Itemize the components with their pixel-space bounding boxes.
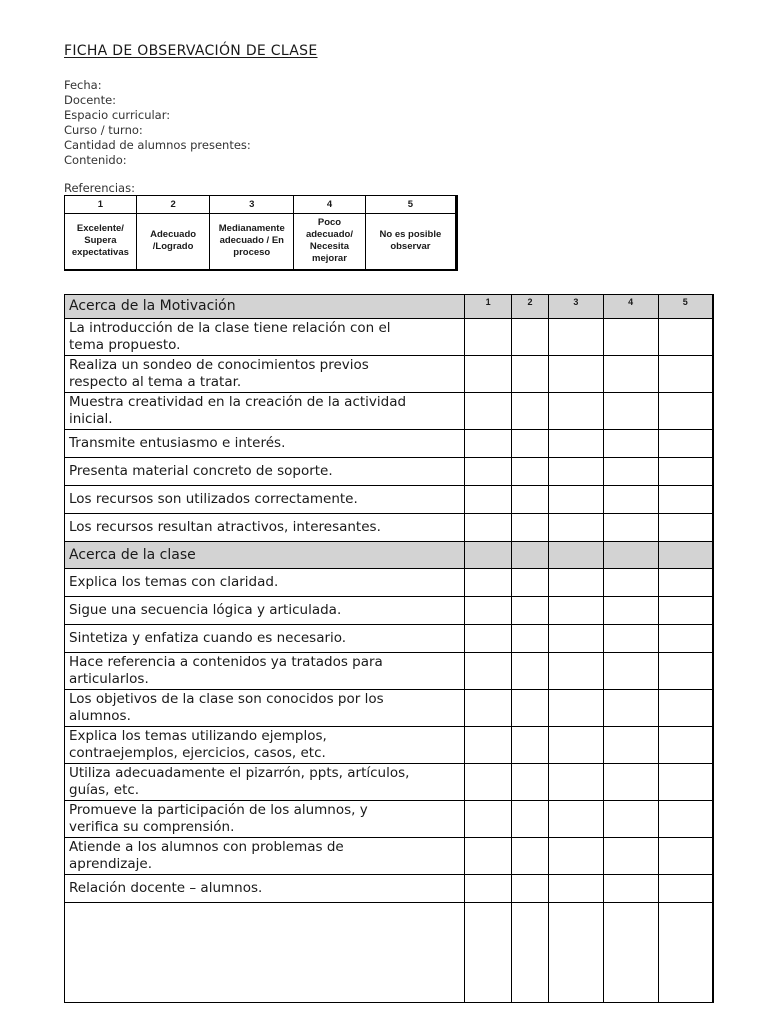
criterion-row bbox=[65, 486, 714, 514]
criterion-line: contraejemplos, ejercicios, casos, etc. bbox=[69, 745, 326, 761]
criterion-row bbox=[65, 393, 714, 430]
section-title: Acerca de la clase bbox=[65, 542, 465, 569]
rating-cell-5[interactable] bbox=[658, 430, 713, 458]
rating-cell-2[interactable] bbox=[512, 838, 549, 875]
field-contenido: Contenido: bbox=[64, 153, 127, 167]
rating-cell-1[interactable] bbox=[465, 486, 512, 514]
rating-cell-4[interactable] bbox=[603, 569, 658, 597]
field-fecha: Fecha: bbox=[64, 78, 102, 92]
criterion-line: Relación docente – alumnos. bbox=[69, 880, 263, 896]
rating-cell-5[interactable] bbox=[658, 690, 713, 727]
blank-cell[interactable] bbox=[65, 903, 465, 1003]
criterion-text bbox=[65, 393, 465, 430]
rating-cell-1[interactable] bbox=[465, 514, 512, 542]
criterion-row bbox=[65, 319, 714, 356]
criterion-text bbox=[65, 458, 465, 486]
rating-cell-5[interactable] bbox=[658, 801, 713, 838]
criterion-line: verifica su comprensión. bbox=[69, 819, 235, 835]
rating-cell-3[interactable] bbox=[548, 903, 603, 1003]
rating-cell-5[interactable] bbox=[658, 727, 713, 764]
form-fields bbox=[64, 78, 251, 168]
criterion-row bbox=[65, 838, 714, 875]
references-table bbox=[64, 195, 458, 271]
rating-cell-4[interactable] bbox=[603, 458, 658, 486]
rating-cell-1[interactable] bbox=[465, 393, 512, 430]
criterion-row bbox=[65, 597, 714, 625]
rating-cell-1[interactable] bbox=[465, 690, 512, 727]
scale-header: 1 bbox=[465, 295, 512, 319]
references-descriptions bbox=[65, 214, 457, 270]
scale-header: 4 bbox=[603, 295, 658, 319]
rating-cell-4[interactable] bbox=[603, 393, 658, 430]
blank-row bbox=[65, 903, 714, 1003]
criterion-row bbox=[65, 514, 714, 542]
criterion-text bbox=[65, 801, 465, 838]
rating-cell-4[interactable] bbox=[603, 727, 658, 764]
criterion-line: Explica los temas con claridad. bbox=[69, 574, 279, 590]
ref-description-line: Excelente/ bbox=[76, 223, 124, 235]
rating-cell-5[interactable] bbox=[658, 356, 713, 393]
criterion-line: alumnos. bbox=[69, 708, 131, 724]
ref-description bbox=[65, 214, 137, 270]
rating-cell-3[interactable] bbox=[548, 801, 603, 838]
criterion-text bbox=[65, 690, 465, 727]
criterion-line: Los recursos resultan atractivos, interesantes. bbox=[69, 519, 381, 535]
rating-cell-4[interactable] bbox=[603, 319, 658, 356]
rating-cell-3[interactable] bbox=[548, 458, 603, 486]
ref-number: 1 bbox=[65, 196, 137, 214]
criterion-text bbox=[65, 486, 465, 514]
criterion-line: Hace referencia a contenidos ya tratados para bbox=[69, 654, 383, 670]
criterion-line: Explica los temas utilizando ejemplos, bbox=[69, 728, 327, 744]
rating-cell-3[interactable] bbox=[548, 356, 603, 393]
rating-cell-5[interactable] bbox=[658, 514, 713, 542]
section-header-row bbox=[65, 295, 714, 319]
scale-header: 2 bbox=[512, 295, 549, 319]
rating-cell-3[interactable] bbox=[548, 514, 603, 542]
rating-cell-1[interactable] bbox=[465, 838, 512, 875]
criterion-row bbox=[65, 653, 714, 690]
rating-cell-4[interactable] bbox=[603, 903, 658, 1003]
ref-description-line: Medianamente bbox=[218, 223, 285, 235]
ref-description bbox=[365, 214, 456, 270]
scale-header: 3 bbox=[548, 295, 603, 319]
criterion-row bbox=[65, 875, 714, 903]
section-header-cell bbox=[465, 542, 512, 569]
rating-cell-4[interactable] bbox=[603, 875, 658, 903]
rating-cell-5[interactable] bbox=[658, 653, 713, 690]
field-docente: Docente: bbox=[64, 93, 117, 107]
rating-cell-3[interactable] bbox=[548, 430, 603, 458]
ref-description-line: Adecuado bbox=[150, 229, 197, 241]
rating-cell-4[interactable] bbox=[603, 430, 658, 458]
ref-description-line: /Logrado bbox=[152, 241, 194, 253]
rating-cell-2[interactable] bbox=[512, 356, 549, 393]
rating-cell-1[interactable] bbox=[465, 319, 512, 356]
ref-description bbox=[136, 214, 210, 270]
rating-cell-5[interactable] bbox=[658, 393, 713, 430]
ref-description-line: adecuado/ bbox=[305, 229, 353, 241]
ref-description-line: Poco bbox=[317, 217, 342, 229]
rating-cell-3[interactable] bbox=[548, 727, 603, 764]
ref-description bbox=[294, 214, 366, 270]
criterion-text bbox=[65, 764, 465, 801]
rating-cell-2[interactable] bbox=[512, 514, 549, 542]
rating-cell-1[interactable] bbox=[465, 458, 512, 486]
rating-cell-3[interactable] bbox=[548, 838, 603, 875]
criterion-line: Sintetiza y enfatiza cuando es necesario. bbox=[69, 630, 347, 646]
ref-number: 5 bbox=[365, 196, 456, 214]
rating-cell-2[interactable] bbox=[512, 458, 549, 486]
criterion-line: Los recursos son utilizados correctamente. bbox=[69, 491, 358, 507]
rating-cell-1[interactable] bbox=[465, 356, 512, 393]
criterion-text bbox=[65, 597, 465, 625]
scale-header: 5 bbox=[658, 295, 713, 319]
criterion-text bbox=[65, 356, 465, 393]
ref-number: 2 bbox=[136, 196, 210, 214]
criterion-line: tema propuesto. bbox=[69, 337, 181, 353]
rating-cell-5[interactable] bbox=[658, 486, 713, 514]
criterion-line: Muestra creatividad en la creación de la actividad bbox=[69, 394, 407, 410]
rating-cell-5[interactable] bbox=[658, 569, 713, 597]
rating-cell-4[interactable] bbox=[603, 625, 658, 653]
rating-cell-2[interactable] bbox=[512, 625, 549, 653]
rating-cell-2[interactable] bbox=[512, 690, 549, 727]
rating-cell-1[interactable] bbox=[465, 801, 512, 838]
criterion-text bbox=[65, 653, 465, 690]
rating-cell-3[interactable] bbox=[548, 625, 603, 653]
rating-cell-2[interactable] bbox=[512, 430, 549, 458]
criterion-line: Atiende a los alumnos con problemas de bbox=[69, 839, 344, 855]
ref-description-line: proceso bbox=[233, 247, 271, 259]
rating-cell-2[interactable] bbox=[512, 653, 549, 690]
ref-description-line: observar bbox=[390, 241, 431, 253]
rating-cell-5[interactable] bbox=[658, 875, 713, 903]
rating-cell-4[interactable] bbox=[603, 486, 658, 514]
field-cantidad-alumnos: Cantidad de alumnos presentes: bbox=[64, 138, 251, 152]
section-header-cell bbox=[512, 542, 549, 569]
ref-description-line: adecuado / En bbox=[219, 235, 284, 247]
criterion-line: Presenta material concreto de soporte. bbox=[69, 463, 333, 479]
ref-description-line: No es posible bbox=[379, 229, 442, 241]
rating-cell-4[interactable] bbox=[603, 514, 658, 542]
criterion-text bbox=[65, 625, 465, 653]
criterion-text bbox=[65, 514, 465, 542]
criterion-line: articularlos. bbox=[69, 671, 149, 687]
section-header-cell bbox=[658, 542, 713, 569]
observation-table bbox=[64, 294, 714, 1003]
rating-cell-3[interactable] bbox=[548, 569, 603, 597]
criterion-text bbox=[65, 569, 465, 597]
page-title: FICHA DE OBSERVACIÓN DE CLASE bbox=[64, 43, 318, 59]
rating-cell-4[interactable] bbox=[603, 801, 658, 838]
rating-cell-1[interactable] bbox=[465, 569, 512, 597]
criterion-row bbox=[65, 430, 714, 458]
ref-description-line: Supera bbox=[84, 235, 117, 247]
rating-cell-4[interactable] bbox=[603, 838, 658, 875]
ref-number: 3 bbox=[210, 196, 294, 214]
rating-cell-1[interactable] bbox=[465, 727, 512, 764]
criterion-row bbox=[65, 356, 714, 393]
criterion-line: aprendizaje. bbox=[69, 856, 152, 872]
criterion-line: Promueve la participación de los alumnos, y bbox=[69, 802, 368, 818]
criterion-row bbox=[65, 764, 714, 801]
rating-cell-2[interactable] bbox=[512, 801, 549, 838]
criterion-text bbox=[65, 875, 465, 903]
rating-cell-3[interactable] bbox=[548, 393, 603, 430]
section-header-cell bbox=[603, 542, 658, 569]
ref-number: 4 bbox=[294, 196, 366, 214]
criterion-row bbox=[65, 625, 714, 653]
rating-cell-5[interactable] bbox=[658, 903, 713, 1003]
section-header-row bbox=[65, 542, 714, 569]
ref-description-line: mejorar bbox=[312, 253, 347, 265]
criterion-row bbox=[65, 727, 714, 764]
rating-cell-2[interactable] bbox=[512, 393, 549, 430]
rating-cell-4[interactable] bbox=[603, 356, 658, 393]
criterion-row bbox=[65, 801, 714, 838]
rating-cell-2[interactable] bbox=[512, 319, 549, 356]
rating-cell-2[interactable] bbox=[512, 875, 549, 903]
rating-cell-5[interactable] bbox=[658, 838, 713, 875]
rating-cell-4[interactable] bbox=[603, 653, 658, 690]
ref-description-line: expectativas bbox=[71, 247, 129, 259]
criterion-line: Sigue una secuencia lógica y articulada. bbox=[69, 602, 342, 618]
section-header-cell bbox=[548, 542, 603, 569]
criterion-row bbox=[65, 458, 714, 486]
criterion-line: Utiliza adecuadamente el pizarrón, ppts, artículos, bbox=[69, 765, 410, 781]
rating-cell-5[interactable] bbox=[658, 764, 713, 801]
criterion-line: Transmite entusiasmo e interés. bbox=[69, 435, 286, 451]
criterion-line: inicial. bbox=[69, 411, 113, 427]
rating-cell-1[interactable] bbox=[465, 903, 512, 1003]
rating-cell-2[interactable] bbox=[512, 569, 549, 597]
rating-cell-2[interactable] bbox=[512, 903, 549, 1003]
rating-cell-3[interactable] bbox=[548, 690, 603, 727]
rating-cell-3[interactable] bbox=[548, 653, 603, 690]
field-espacio-curricular: Espacio curricular: bbox=[64, 108, 171, 122]
criterion-line: respecto al tema a tratar. bbox=[69, 374, 242, 390]
rating-cell-1[interactable] bbox=[465, 653, 512, 690]
criterion-text bbox=[65, 430, 465, 458]
rating-cell-2[interactable] bbox=[512, 764, 549, 801]
criterion-text bbox=[65, 727, 465, 764]
criterion-line: Los objetivos de la clase son conocidos por los bbox=[69, 691, 384, 707]
rating-cell-1[interactable] bbox=[465, 625, 512, 653]
rating-cell-5[interactable] bbox=[658, 597, 713, 625]
rating-cell-5[interactable] bbox=[658, 319, 713, 356]
section-title: Acerca de la Motivación bbox=[65, 295, 465, 319]
criterion-text bbox=[65, 319, 465, 356]
rating-cell-3[interactable] bbox=[548, 319, 603, 356]
rating-cell-4[interactable] bbox=[603, 764, 658, 801]
rating-cell-5[interactable] bbox=[658, 458, 713, 486]
rating-cell-2[interactable] bbox=[512, 597, 549, 625]
ref-description-line: Necesita bbox=[309, 241, 350, 253]
ref-description bbox=[210, 214, 294, 270]
rating-cell-1[interactable] bbox=[465, 764, 512, 801]
rating-cell-3[interactable] bbox=[548, 597, 603, 625]
criterion-line: guías, etc. bbox=[69, 782, 140, 798]
rating-cell-3[interactable] bbox=[548, 875, 603, 903]
rating-cell-3[interactable] bbox=[548, 764, 603, 801]
criterion-line: La introducción de la clase tiene relación con el bbox=[69, 320, 391, 336]
criterion-line: Realiza un sondeo de conocimientos previos bbox=[69, 357, 369, 373]
rating-cell-3[interactable] bbox=[548, 486, 603, 514]
references-label: Referencias: bbox=[64, 181, 135, 195]
rating-cell-1[interactable] bbox=[465, 875, 512, 903]
criterion-text bbox=[65, 838, 465, 875]
rating-cell-1[interactable] bbox=[465, 430, 512, 458]
criterion-row bbox=[65, 690, 714, 727]
criterion-row bbox=[65, 569, 714, 597]
rating-cell-4[interactable] bbox=[603, 690, 658, 727]
rating-cell-4[interactable] bbox=[603, 597, 658, 625]
rating-cell-1[interactable] bbox=[465, 597, 512, 625]
rating-cell-5[interactable] bbox=[658, 625, 713, 653]
rating-cell-2[interactable] bbox=[512, 486, 549, 514]
rating-cell-2[interactable] bbox=[512, 727, 549, 764]
field-curso-turno: Curso / turno: bbox=[64, 123, 143, 137]
